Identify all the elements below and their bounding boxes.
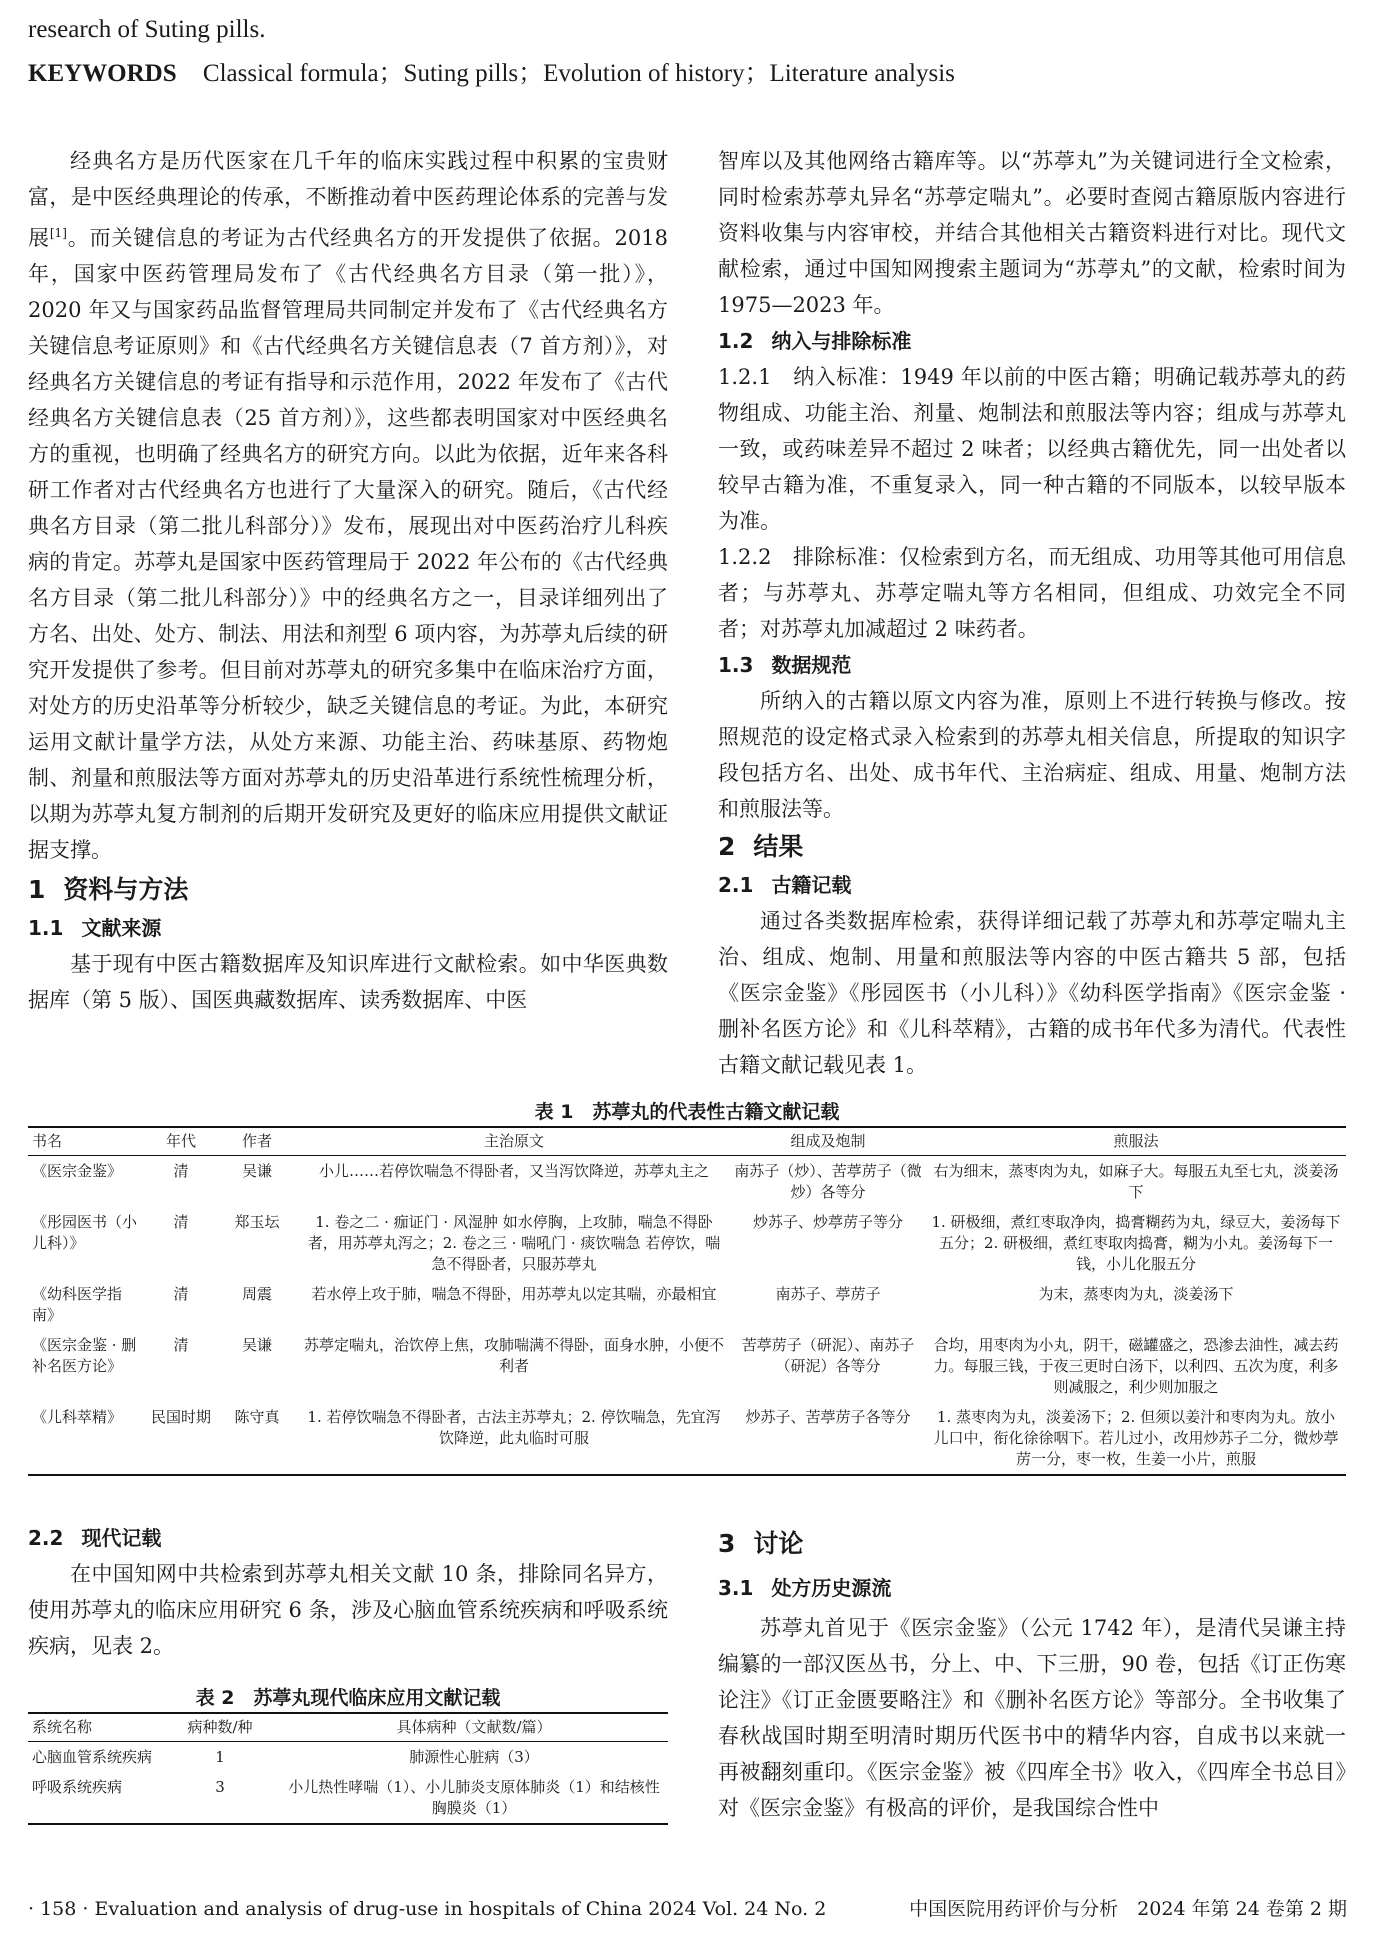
- table-cell: 清: [173, 1162, 189, 1180]
- table-1-header-cell: 年代: [146, 1127, 216, 1156]
- section-3-heading: 3 讨论: [718, 1529, 804, 1558]
- table-cell: 民国时期: [146, 1402, 216, 1475]
- bottom-left-column: [28, 1520, 668, 1664]
- section-2-heading: 2 结果: [718, 832, 804, 861]
- right-column: [718, 143, 1346, 1083]
- table-1-header-cell: 煎服法: [926, 1127, 1346, 1156]
- table-row: [28, 1279, 1346, 1330]
- table-2-header-cell: 具体病种（文献数/篇）: [280, 1713, 668, 1742]
- table-cell: 3: [160, 1772, 280, 1824]
- table-cell: 吴谦: [241, 1162, 272, 1180]
- section-2-1-text: 通过各类数据库检索，获得详细记载了苏葶丸和苏葶定喘丸主治、组成、炮制、用量和煎服法等内容的中医古籍共 5 部，包括《医宗金鉴》《彤园医书（小儿科）》《幼科医学指南》《医宗金鉴 · 删补名医方论》和《儿科萃精》，古籍的成书年代多为清代。代表性古籍文献记载见表 1。: [718, 909, 1346, 1077]
- table-cell: 周震: [241, 1285, 272, 1303]
- table-cell: 呼吸系统疾病: [28, 1772, 160, 1824]
- table-row: [28, 1402, 1346, 1475]
- table-cell: 小儿……若停饮喘急不得卧者，又当泻饮降逆，苏葶丸主之: [318, 1162, 709, 1180]
- table-cell: 1. 蒸枣肉为丸，淡姜汤下；2. 但须以姜汁和枣肉为丸。放小儿口中，衔化徐徐咽下。若儿过小，改用炒苏子二分，微炒葶苈一分，枣一枚，生姜一小片，煎服: [926, 1402, 1346, 1475]
- table-cell: 《彤园医书（小儿科）》: [32, 1213, 138, 1252]
- keywords-line: [28, 56, 955, 92]
- section-2-1-heading: 2.1 古籍记载: [718, 873, 852, 897]
- intro-paragraph: [28, 143, 668, 868]
- table-cell: 苏葶定喘丸，治饮停上焦，攻肺喘满不得卧，面身水肿，小便不利者: [303, 1336, 724, 1375]
- table-cell: 《儿科萃精》: [28, 1402, 146, 1475]
- intro-text-a: 经典名方是历代医家在几千年的临床实践过程中积累的宝贵财富，是中医经典理论的传承，不断推动着中医药理论体系的完善与发展: [28, 149, 668, 250]
- table-cell: 1. 若停饮喘急不得卧者，古法主苏葶丸；2. 停饮喘急，先宜泻饮降逆，此丸临时可服: [298, 1402, 730, 1475]
- section-1-3-text: 所纳入的古籍以原文内容为准，原则上不进行转换与修改。按照规范的设定格式录入检索到的苏葶丸相关信息，所提取的知识字段包括方名、出处、成书年代、主治病症、组成、用量、炮制方法和煎服法等。: [718, 689, 1346, 821]
- table-1: [28, 1126, 1346, 1476]
- table-cell: 为末，蒸枣肉为丸，淡姜汤下: [1038, 1285, 1234, 1303]
- table-2: [28, 1712, 668, 1825]
- table-cell: 合均，用枣肉为小丸，阴干，磁罐盛之，恐渗去油性，减去药力。每服三钱，于夜三更时白汤下，以利四、五次为度，利多则减服之，利少则加服之: [933, 1336, 1339, 1396]
- table-1-header-cell: 作者: [216, 1127, 298, 1156]
- bottom-right-column: [718, 1524, 1346, 1826]
- table-cell: 1. 卷之二 · 痂证门 · 风湿肿 如水停胸，上攻肺，喘急不得卧者，用苏葶丸泻之；2. 卷之三 · 喘吼门 · 痰饮喘急 若停饮，喘急不得卧者，只服苏葶丸: [307, 1213, 721, 1273]
- table-2-header-row: [28, 1713, 668, 1742]
- table-cell: 郑玉坛: [234, 1213, 280, 1231]
- table-cell: 南苏子（炒）、苦葶苈子（微炒）各等分: [734, 1162, 922, 1201]
- section-3-1-heading: 3.1 处方历史源流: [718, 1576, 892, 1600]
- table-row: [28, 1207, 1346, 1279]
- footer-left: · 158 · Evaluation and analysis of drug-use in hospitals of China 2024 Vol. 24 No. 2: [28, 1898, 827, 1920]
- section-2-2-heading: 2.2 现代记载: [28, 1526, 162, 1550]
- table-1-title: 表 1 苏葶丸的代表性古籍文献记载: [534, 1101, 840, 1123]
- citation-ref: [1]: [49, 226, 67, 240]
- table-cell: 1. 研极细，煮红枣取净肉，捣膏糊药为丸，绿豆大，姜汤每下五分；2. 研极细，煮红枣取肉捣膏，糊为小丸。姜汤每下一钱，小儿化服五分: [931, 1213, 1341, 1273]
- table-cell: 《幼科医学指南》: [32, 1285, 123, 1324]
- section-1-2-1-text: 1.2.1 纳入标准：1949 年以前的中医古籍；明确记载苏葶丸的药物组成、功能主治、剂量、炮制法和煎服法等内容；组成与苏葶丸一致，或药味差异不超过 2 味者；以经典古籍优先，同一出处者以较早古籍为准，不重复录入，同一种古籍的不同版本，以较早版本为准。: [718, 365, 1346, 533]
- table-cell: 肺源性心脏病（3）: [409, 1748, 539, 1766]
- table-row: [28, 1772, 668, 1824]
- table-cell: 南苏子、葶苈子: [775, 1285, 881, 1303]
- section-2-2-text: 在中国知网中共检索到苏葶丸相关文献 10 条，排除同名异方，使用苏葶丸的临床应用研究 6 条，涉及心脑血管系统疾病和呼吸系统疾病，见表 2。: [28, 1562, 668, 1658]
- table-1-header-cell: 书名: [28, 1127, 146, 1156]
- table-row: [28, 1156, 1346, 1208]
- left-column: [28, 143, 668, 1018]
- table-cell: 清: [173, 1336, 189, 1354]
- table-row: [28, 1742, 668, 1773]
- table-cell: 吴谦: [241, 1336, 272, 1354]
- table-cell: 1: [215, 1748, 225, 1766]
- table-1-header-cell: 组成及炮制: [730, 1127, 926, 1156]
- table-cell: 右为细末，蒸枣肉为丸，如麻子大。每服五丸至七丸，淡姜汤下: [933, 1162, 1339, 1201]
- table-cell: 炒苏子、炒葶苈子等分: [752, 1213, 903, 1231]
- section-1-1-heading: 1.1 文献来源: [28, 916, 162, 940]
- intro-text-b: 。而关键信息的考证为古代经典名方的开发提供了依据。2018 年，国家中医药管理局发布了《古代经典名方目录（第一批）》，2020 年又与国家药品监督管理局共同制定并发布了《古代经典名方关键信息考证原则》和《古代经典名方关键信息表（7 首方剂）》，对经典名方关键信息的考证有指导和示范作用，2022 年发布了《古代经典名方关键信息表（25 首方剂）》，这些都表明国家对中医经典名方的重视，也明确了经典名方的研究方向。以此为依据，近年来各科研工作者对古代经典名方也进行了大量深入的研究。随后，《古代经典名方目录（第二批儿科部分）》发布，展现出对中医药治疗儿科疾病的肯定。苏葶丸是国家中医药管理局于 2022 年公布的《古代经典名方目录（第二批儿科部分）》中的经典名方之一，目录详细列出了方名、出处、处方、制法、用法和剂型 6 项内容，为苏葶丸后续的研究开发提供了参考。但目前对苏葶丸的研究多集中在临床治疗方面，对处方的历史沿革等分析较少，缺乏关键信息的考证。为此，本研究运用文献计量学方法，从处方来源、功能主治、药味基原、药物炮制、剂量和煎服法等方面对苏葶丸的历史沿革进行系统性梳理分析，以期为苏葶丸复方制剂的后期开发研究及更好的临床应用提供文献证据支撑。: [28, 226, 668, 862]
- table-1-header-row: [28, 1127, 1346, 1156]
- table-1-header-cell: 主治原文: [298, 1127, 730, 1156]
- table-cell: 清: [173, 1285, 189, 1303]
- table-2-title: 表 2 苏葶丸现代临床应用文献记载: [195, 1687, 501, 1709]
- table-row: [28, 1330, 1346, 1402]
- table-cell: 炒苏子、苦葶苈子各等分: [730, 1402, 926, 1475]
- keywords-text: Classical formula；Suting pills；Evolution of history；Literature analysis: [202, 60, 955, 87]
- table-cell: 清: [173, 1213, 189, 1231]
- section-1-1-text: 基于现有中医古籍数据库及知识库进行文献检索。如中华医典数据库（第 5 版）、国医典藏数据库、读秀数据库、中医: [28, 952, 668, 1012]
- section-1-heading: 1 资料与方法: [28, 875, 189, 904]
- keywords-label: KEYWORDS: [28, 60, 177, 87]
- table-2-header-cell: 病种数/种: [160, 1713, 280, 1742]
- footer-right: 中国医院用药评价与分析 2024 年第 24 卷第 2 期: [909, 1898, 1347, 1920]
- abstract-tail: research of Suting pills.: [28, 16, 266, 43]
- table-cell: 苦葶苈子（研泥）、南苏子（研泥）各等分: [741, 1336, 915, 1375]
- section-1-3-heading: 1.3 数据规范: [718, 653, 852, 677]
- section-1-2-heading: 1.2 纳入与排除标准: [718, 329, 912, 353]
- table-cell: 《医宗金鉴》: [32, 1162, 123, 1180]
- table-cell: 小儿热性哮喘（1）、小儿肺炎支原体肺炎（1）和结核性胸膜炎（1）: [280, 1772, 668, 1824]
- table-cell: 心脑血管系统疾病: [32, 1748, 153, 1766]
- table-2-header-cell: 系统名称: [28, 1713, 160, 1742]
- section-3-1-text: 苏葶丸首见于《医宗金鉴》（公元 1742 年），是清代吴谦主持编纂的一部汉医丛书，分上、中、下三册，90 卷，包括《订正伤寒论注》《订正金匮要略注》和《删补名医方论》等部分。全书收集了春秋战国时期至明清时期历代医书中的精华内容，自成书以来就一再被翻刻重印。《医宗金鉴》被《四库全书》收入，《四库全书总目》对《医宗金鉴》有极高的评价，是我国综合性中: [718, 1616, 1346, 1820]
- table-cell: 若水停上攻于肺，喘急不得卧，用苏葶丸以定其喘，亦最相宜: [311, 1285, 717, 1303]
- continued-text: 智库以及其他网络古籍库等。以“苏葶丸”为关键词进行全文检索，同时检索苏葶丸异名“苏葶定喘丸”。必要时查阅古籍原版内容进行资料收集与内容审校，并结合其他相关古籍资料进行对比。现代文献检索，通过中国知网搜索主题词为“苏葶丸”的文献，检索时间为 1975—2023 年。: [718, 149, 1346, 317]
- table-cell: 陈守真: [216, 1402, 298, 1475]
- section-1-2-2-text: 1.2.2 排除标准：仅检索到方名，而无组成、功用等其他可用信息者；与苏葶丸、苏葶定喘丸等方名相同，但组成、功效完全不同者；对苏葶丸加减超过 2 味药者。: [718, 545, 1346, 641]
- table-cell: 《医宗金鉴 · 删补名医方论》: [32, 1336, 137, 1375]
